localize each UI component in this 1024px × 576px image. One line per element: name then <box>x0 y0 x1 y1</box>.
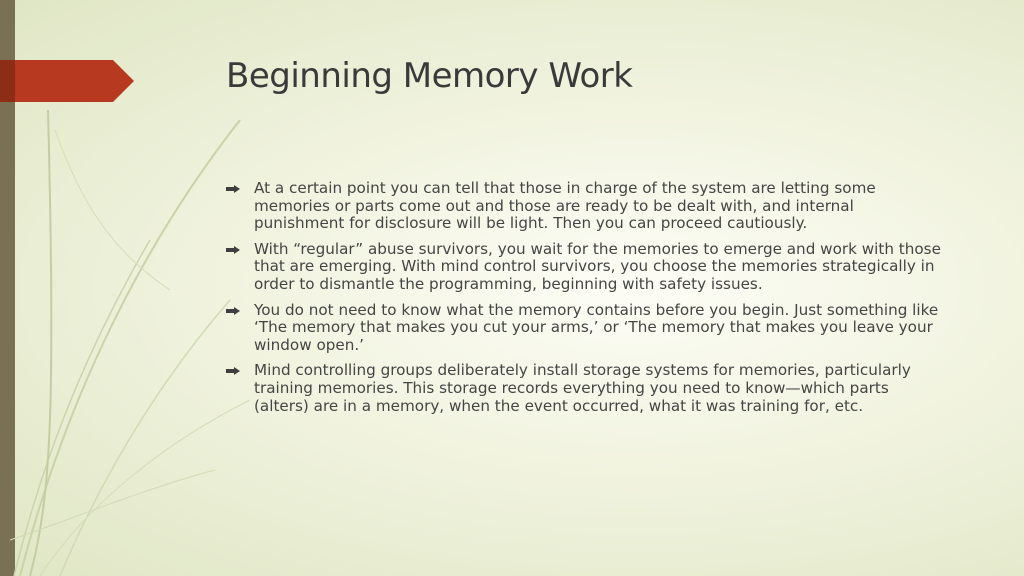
bullet-text: At a certain point you can tell that those in charge of the system are letting some memories or parts come out and those are ready to be dealt with, and internal punishment for disclosure will be light. Then you can proceed cautiously. <box>254 179 876 233</box>
arrow-right-icon <box>226 246 240 254</box>
bullet-item <box>226 302 948 355</box>
bullet-text: With “regular” abuse survivors, you wait for the memories to emerge and work with those that are emerging. With mind control survivors, you choose the memories strategically in order to dismantle the programming, beginning with safety issues. <box>254 239 941 293</box>
bullet-item <box>226 180 948 233</box>
arrow-right-icon <box>226 185 240 193</box>
bullet-item <box>226 362 948 415</box>
bullet-item <box>226 241 948 294</box>
title-accent-arrow <box>0 60 134 102</box>
bullet-list <box>226 180 948 423</box>
bullet-text: Mind controlling groups deliberately install storage systems for memories, particularly training memories. This storage records everything you need to know—which parts (alters) are in a memory, when the event occurred, what it was training for, etc. <box>254 361 911 415</box>
arrow-right-icon <box>226 307 240 315</box>
arrow-right-icon <box>226 367 240 375</box>
bullet-text: You do not need to know what the memory contains before you begin. Just something like ‘The memory that makes you cut your arms,’ or ‘The memory that makes you leave your window open.’ <box>254 300 939 354</box>
slide-title: Beginning Memory Work <box>226 56 633 96</box>
